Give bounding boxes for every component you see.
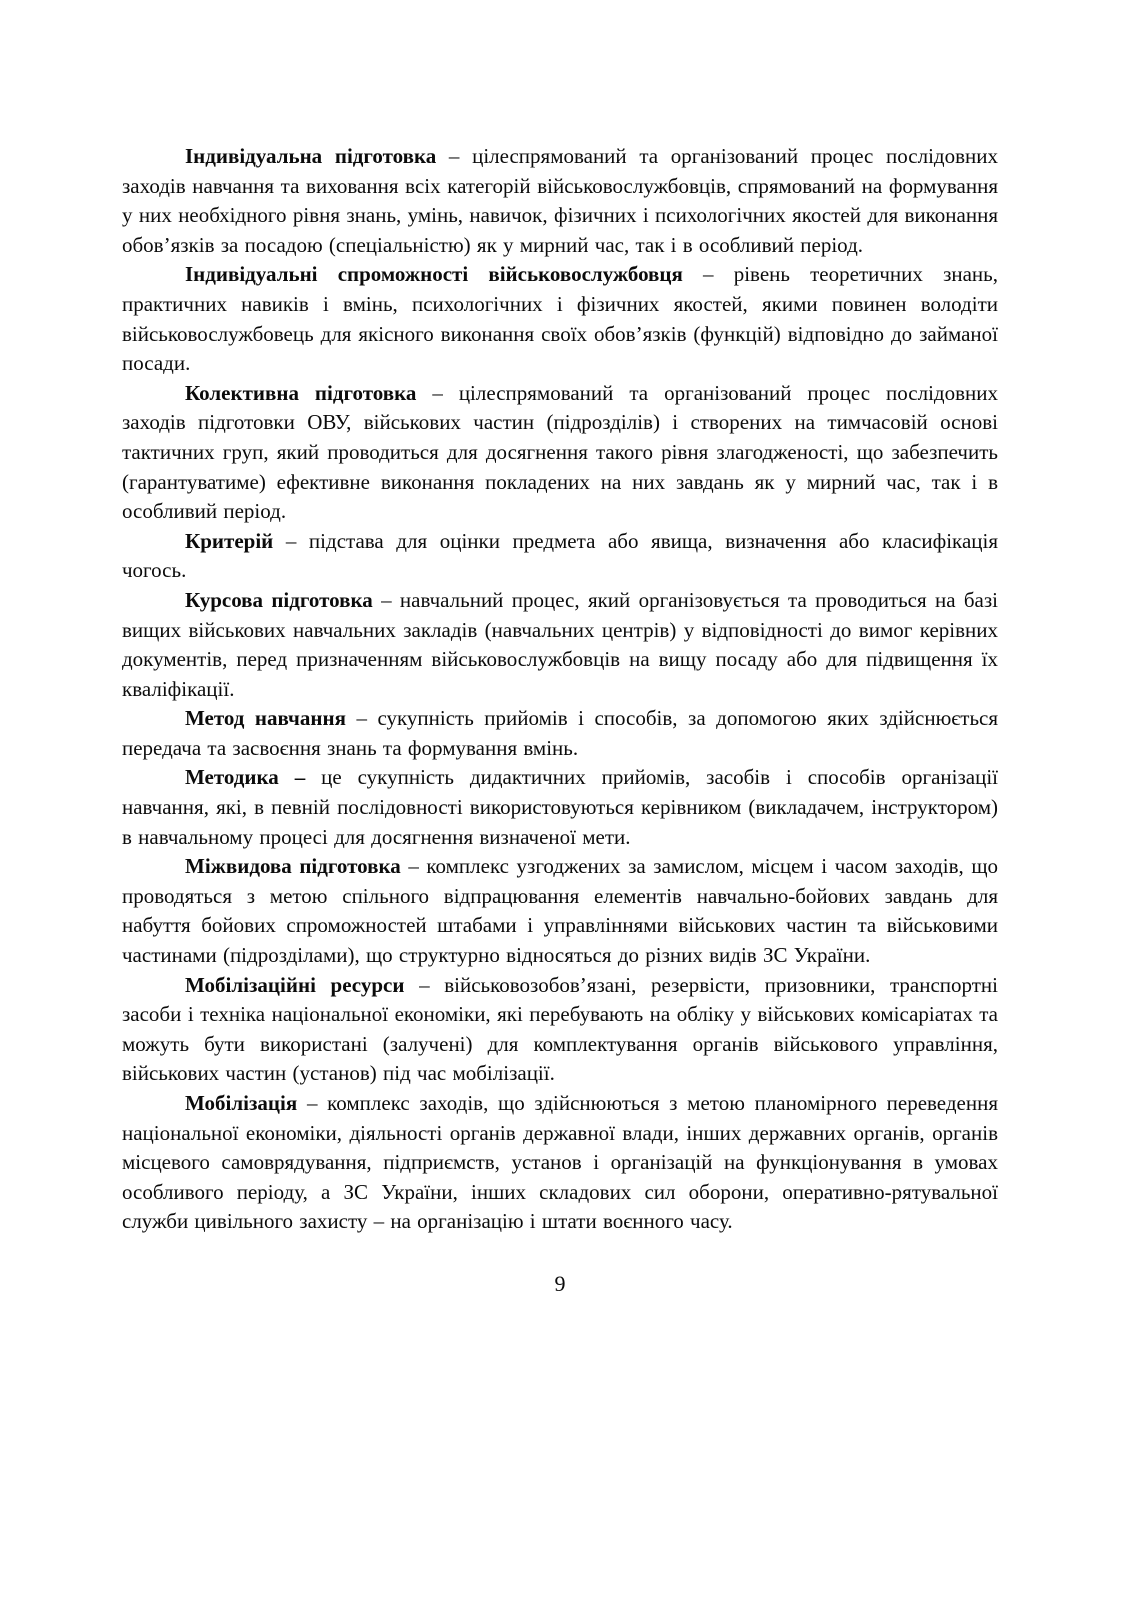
- term-teaching-method: Метод навчання: [185, 706, 346, 731]
- term-individual-training: Індивідуальна підготовка: [185, 144, 437, 168]
- definition-paragraph: [122, 1089, 998, 1237]
- definition-text: – військовозобов’язані, резервісти, призовники, транспортні засоби і техніка національної економіки, які перебувають на обліку у військових комісаріатах та можуть бути використані (залучені) для комплектування органів військового управління, військових частин (установ) під час мобілізації.: [122, 972, 998, 1086]
- definition-paragraph: [122, 852, 998, 970]
- term-mobilization: Мобілізація: [185, 1091, 298, 1115]
- definition-text: – комплекс заходів, що здійснюються з метою планомірного переведення національної економіки, діяльності органів державної влади, інших державних органів, органів місцевого самоврядування, підприємств, установ і організацій на функціонування в умовах особливого періоду, а ЗС України, інших складових сил оборони, оперативно-рятувальної служби цивільного захисту – на організацію і штати воєнного часу.: [122, 1091, 998, 1234]
- page-number: 9: [554, 1270, 566, 1296]
- definition-paragraph: [122, 586, 998, 704]
- term-individual-capabilities: Індивідуальні спроможності військовослужбовця: [185, 262, 683, 287]
- definition-text: – цілеспрямований та організований процес послідовних заходів підготовки ОВУ, військових частин (підрозділів) і створених на тимчасовій основі тактичних груп, який проводиться для досягнення такого рівня злагодженості, що забезпечить (гарантуватиме) ефективне виконання покладених на них завдань як у мирний час, так і в особливий період.: [122, 380, 998, 524]
- term-collective-training: Колективна підготовка: [185, 380, 417, 405]
- definition-text: – рівень теоретичних знань, практичних навиків і вмінь, психологічних і фізичних якостей, якими повинен володіти військовослужбовець для якісного виконання своїх обов’язків (функцій) відповідно до займаної посади.: [122, 262, 998, 376]
- term-criterion: Критерій: [185, 528, 274, 553]
- definition-text: – цілеспрямований та організований процес послідовних заходів навчання та виховання всіх категорій військовослужбовців, спрямований на формування у них необхідного рівня знань, умінь, навичок, фізичних і психологічних якостей для виконання обов’язків за посадою (спеціальністю) як у мирний час, так і в особливий період.: [122, 144, 998, 257]
- definition-paragraph: [122, 379, 998, 527]
- term-mobilization-resources: Мобілізаційні ресурси: [185, 972, 405, 997]
- definition-text: – підстава для оцінки предмета або явища, визначення або класифікація чогось.: [122, 528, 998, 583]
- term-methodology: Методика –: [185, 765, 306, 790]
- definition-text: – сукупність прийомів і способів, за допомогою яких здійснюється передача та засвоєння знань та формування вмінь.: [122, 706, 998, 760]
- definition-text: це сукупність дидактичних прийомів, засобів і способів організації навчання, які, в певній послідовності використовуються керівником (викладачем, інструктором) в навчальному процесі для досягнення визначеної мети.: [122, 765, 998, 849]
- definition-text: – комплекс узгоджених за замислом, місцем і часом заходів, що проводяться з метою спільного відпрацювання елементів навчально-бойових завдань для набуття бойових спроможностей штабами і управліннями військових частин та військовими частинами (підрозділами), що структурно відносяться до різних видів ЗС України.: [122, 854, 998, 968]
- definition-text: – навчальний процес, який організовується та проводиться на базі вищих військових навчальних закладів (навчальних центрів) у відповідності до вимог керівних документів, перед призначенням військовослужбовців на вищу посаду або для підвищення їх кваліфікації.: [122, 587, 998, 701]
- definition-paragraph: [122, 142, 998, 260]
- definition-paragraph: [122, 704, 998, 763]
- definition-paragraph: [122, 260, 998, 378]
- term-joint-training: Міжвидова підготовка: [185, 854, 401, 879]
- definition-paragraph: [122, 971, 998, 1089]
- definition-paragraph: [122, 763, 998, 852]
- definition-paragraph: [122, 527, 998, 586]
- term-course-training: Курсова підготовка: [185, 587, 373, 612]
